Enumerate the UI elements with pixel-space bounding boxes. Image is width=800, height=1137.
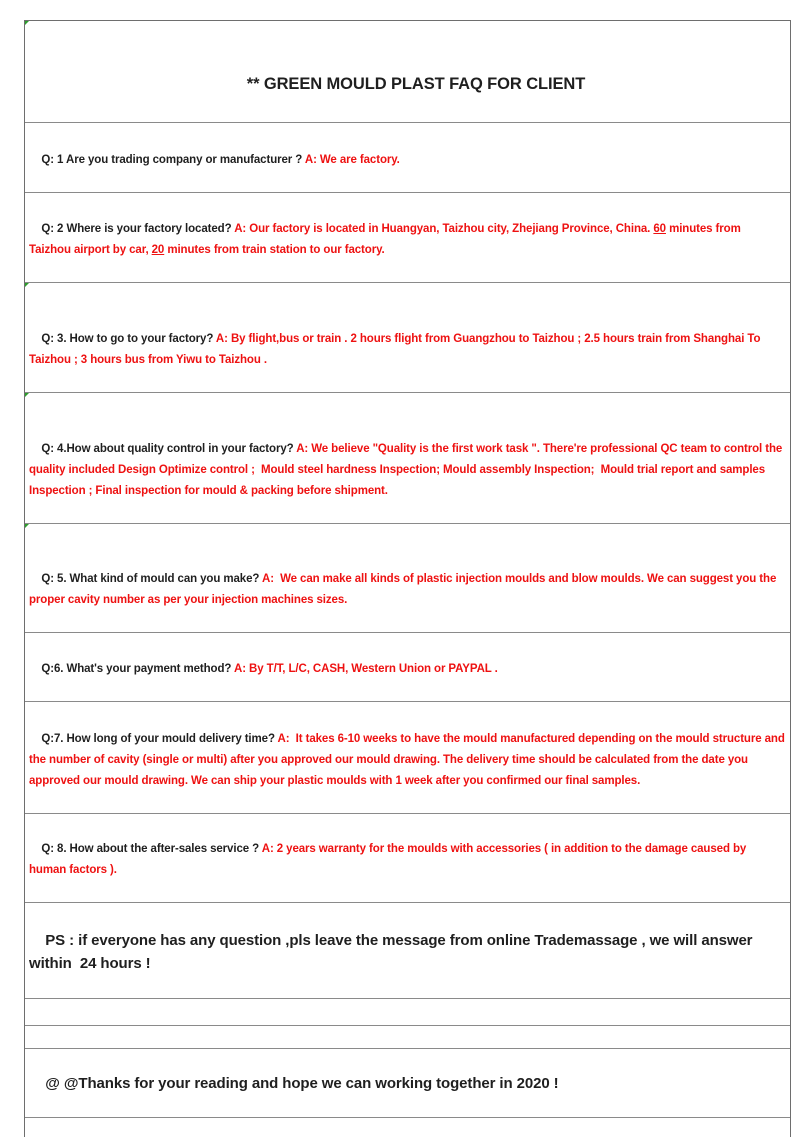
faq-row-1[interactable]	[25, 123, 790, 193]
question-text: Q: 2 Where is your factory located?	[41, 223, 235, 235]
answer-text-underlined: 20	[151, 244, 165, 256]
faq-row-3[interactable]	[25, 283, 790, 393]
cell-error-indicator-icon	[25, 21, 29, 25]
question-text: Q: 4.How about quality control in your factory?	[41, 443, 297, 455]
question-text: Q: 5. What kind of mould can you make?	[41, 573, 262, 585]
answer-text: A: It takes 6-10 weeks to have the mould manufactured depending on the mould structure and the number of cavity (single or multi) after you approved our mould drawing. The delivery time should be calculated from the date you approved our mould drawing. We can ship your plastic moulds with 1 week after you confirmed our final samples.	[29, 733, 788, 787]
answer-text: A: 2 years warranty for the moulds with accessories ( in addition to the damage caused by human factors ).	[29, 843, 750, 876]
question-text: Q: 8. How about the after-sales service ?	[41, 843, 262, 855]
faq-row-4[interactable]	[25, 393, 790, 524]
answer-text: A: By T/T, L/C, CASH, Western Union or PAYPAL .	[234, 663, 498, 675]
empty-row[interactable]	[25, 1118, 790, 1137]
cell-error-indicator-icon	[25, 393, 29, 397]
empty-row[interactable]	[25, 999, 790, 1026]
answer-text-underlined: 60	[653, 223, 666, 235]
empty-row[interactable]	[25, 1026, 790, 1049]
faq-row-2[interactable]	[25, 193, 790, 283]
faq-sheet	[24, 20, 791, 1137]
answer-text: A: By flight,bus or train . 2 hours flight from Guangzhou to Taizhou ; 2.5 hours train from Shanghai To Taizhou ; 3 hours bus from Yiwu to Taizhou .	[29, 333, 764, 366]
question-text: Q:7. How long of your mould delivery time?	[41, 733, 278, 745]
faq-row-6[interactable]	[25, 633, 790, 702]
ps-note-text: PS : if everyone has any question ,pls leave the message from online Trademassage , we will answer within 24 hours !	[29, 932, 757, 972]
faq-title-cell[interactable]	[25, 21, 790, 123]
thanks-text: @ @Thanks for your reading and hope we can working together in 2020 !	[45, 1075, 559, 1092]
answer-text: A: We are factory.	[304, 154, 400, 166]
answer-text: A: We believe "Quality is the first work task ". There're professional QC team to control the quality included Design Optimize control ; Mould steel hardness Inspection; Mould assembly Inspection; Mould trial report and samples Inspection ; Final inspection for mould & packing before shipment.	[29, 443, 786, 497]
answer-text: minutes from Taizhou airport by car,	[29, 223, 744, 256]
faq-row-5[interactable]	[25, 524, 790, 633]
ps-note-cell[interactable]	[25, 903, 790, 999]
cell-error-indicator-icon	[25, 524, 29, 528]
question-text: Q:6. What's your payment method?	[41, 663, 235, 675]
answer-text: minutes from train station to our factory.	[164, 244, 385, 256]
faq-row-7[interactable]	[25, 702, 790, 814]
answer-text: A: Our factory is located in Huangyan, Taizhou city, Zhejiang Province, China.	[234, 223, 654, 235]
faq-row-8[interactable]	[25, 814, 790, 903]
cell-error-indicator-icon	[25, 283, 29, 287]
question-text: Q: 1 Are you trading company or manufacturer ?	[41, 154, 305, 166]
thanks-cell[interactable]	[25, 1049, 790, 1118]
page-title: ** GREEN MOULD PLAST FAQ FOR CLIENT	[246, 75, 586, 93]
answer-text: A: We can make all kinds of plastic injection moulds and blow moulds. We can suggest you the proper cavity number as per your injection machines sizes.	[29, 573, 780, 606]
question-text: Q: 3. How to go to your factory?	[41, 333, 216, 345]
